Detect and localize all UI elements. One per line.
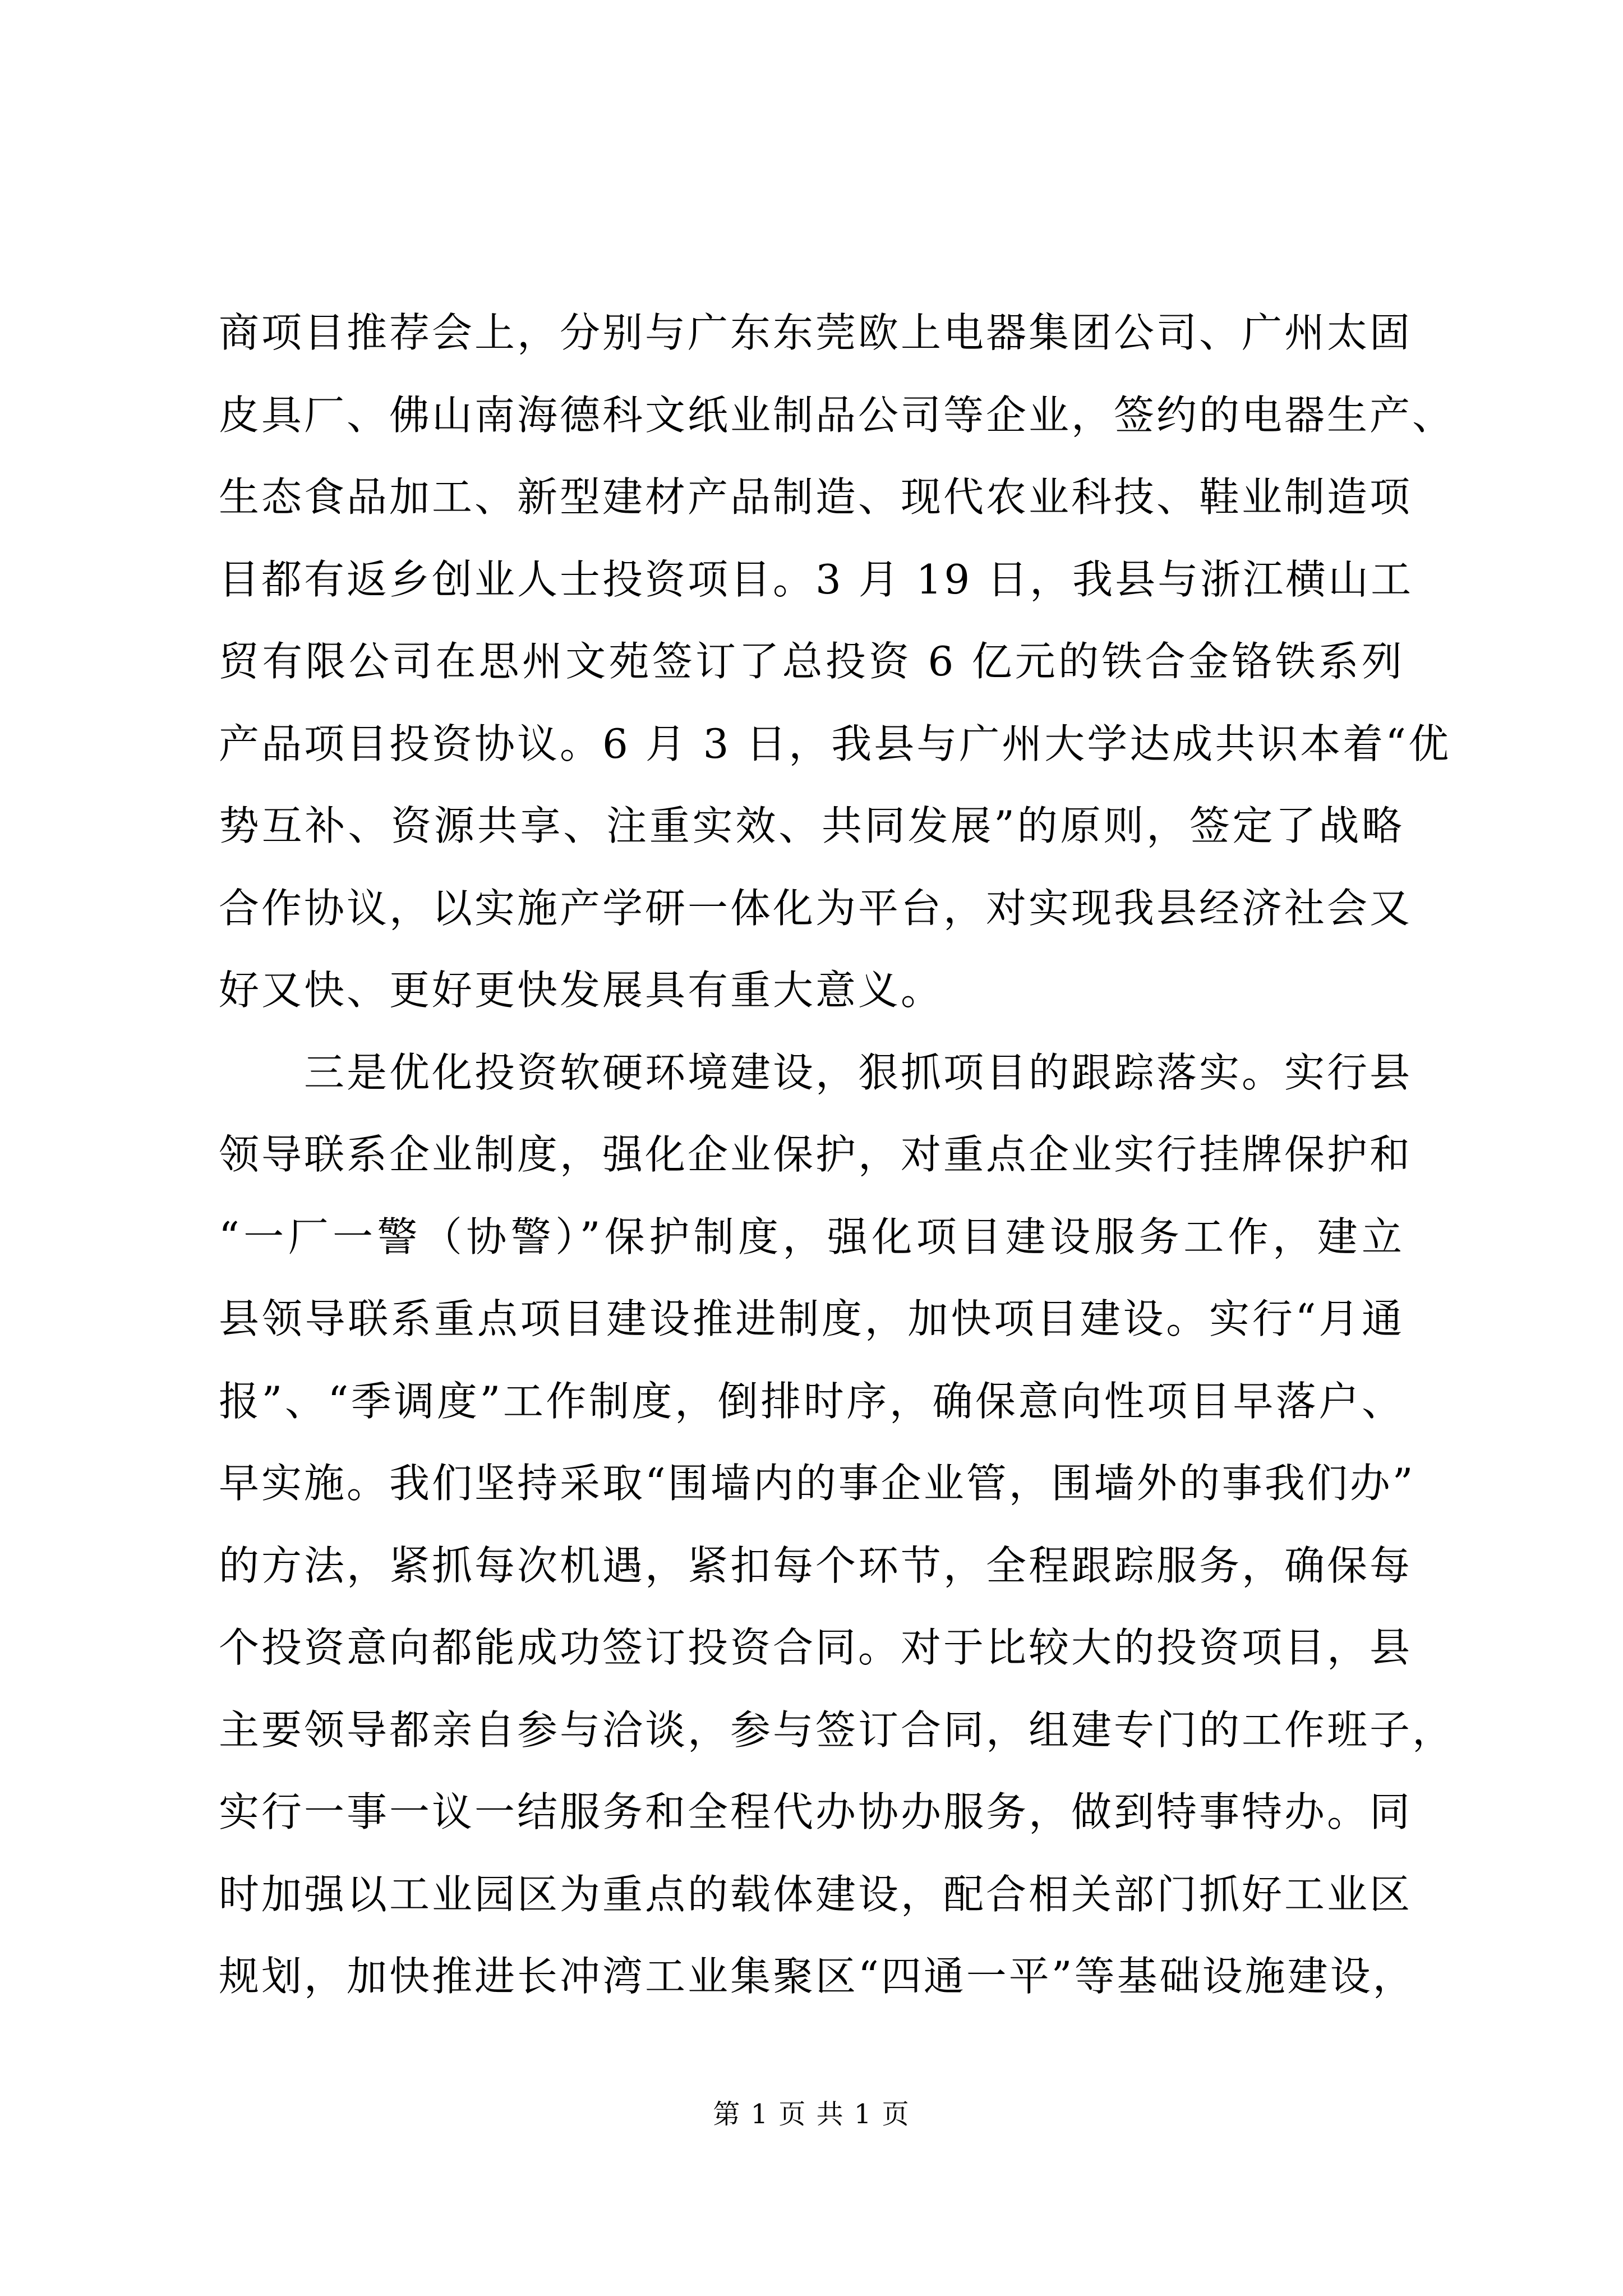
text-line: 势互补、资源共享、注重实效、共同发展”的原则，签定了战略 <box>219 802 1404 849</box>
text-line: 县领导联系重点项目建设推进制度，加快项目建设。实行“月通 <box>219 1295 1404 1342</box>
body-text <box>219 292 1455 2018</box>
text-line: 的方法，紧抓每次机遇，紧扣每个环节，全程跟踪服务，确保每 <box>219 1542 1413 1589</box>
text-line: 规划，加快推进长冲湾工业集聚区“四通一平”等基础设施建设， <box>219 1953 1415 2000</box>
text-line: 个投资意向都能成功签订投资合同。对于比较大的投资项目，县 <box>219 1624 1413 1671</box>
paragraph-end-line: 好又快、更好更快发展具有重大意义。 <box>219 967 944 1014</box>
text-line: 实行一事一议一结服务和全程代办协办服务，做到特事特办。同 <box>219 1788 1413 1835</box>
text-line: “一厂一警（协警）”保护制度，强化项目建设服务工作，建立 <box>219 1213 1404 1260</box>
text-line: 贸有限公司在思州文苑签订了总投资 6 亿元的铁合金铬铁系列 <box>219 638 1404 685</box>
paragraph-start-line: 三是优化投资软硬环境建设，狠抓项目的跟踪落实。实行县 <box>219 1048 1413 1096</box>
text-line: 时加强以工业园区为重点的载体建设，配合相关部门抓好工业区 <box>219 1870 1413 1918</box>
text-line: 早实施。我们坚持采取“围墙内的事企业管，围墙外的事我们办” <box>219 1460 1415 1507</box>
text-line: 主要领导都亲自参与洽谈，参与签订合同，组建专门的工作班子， <box>219 1706 1455 1754</box>
text-line: 商项目推荐会上，分别与广东东莞欧上电器集团公司、广州太固 <box>219 309 1413 356</box>
text-line: 生态食品加工、新型建材产品制造、现代农业科技、鞋业制造项 <box>219 473 1413 521</box>
text-line: 领导联系企业制度，强化企业保护，对重点企业实行挂牌保护和 <box>219 1131 1413 1178</box>
text-line: 合作协议，以实施产学研一体化为平台，对实现我县经济社会又 <box>219 884 1413 932</box>
text-line: 产品项目投资协议。6 月 3 日，我县与广州大学达成共识本着“优 <box>219 720 1451 767</box>
text-line: 报”、“季调度”工作制度，倒排时序，确保意向性项目早落户、 <box>219 1377 1404 1425</box>
text-line: 目都有返乡创业人士投资项目。3 月 19 日，我县与浙江横山工 <box>219 555 1414 603</box>
text-line: 皮具厂、佛山南海德科文纸业制品公司等企业，签约的电器生产、 <box>219 391 1455 439</box>
page-number-footer: 第 1 页 共 1 页 <box>713 2099 910 2130</box>
